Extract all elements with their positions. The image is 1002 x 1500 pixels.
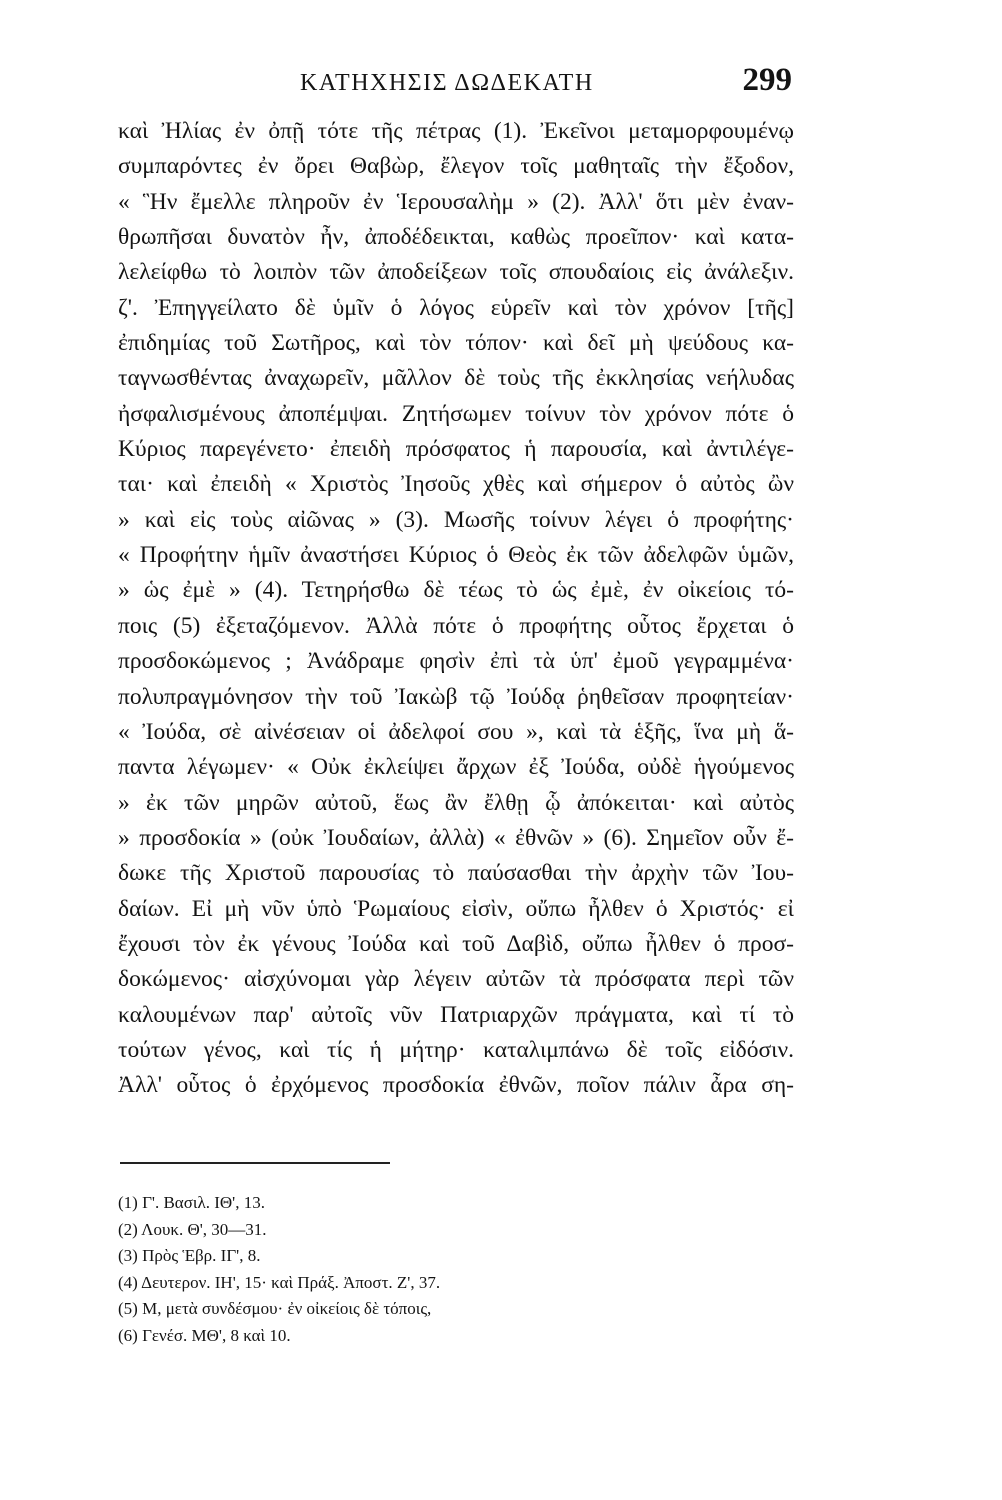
text-line: ἔχουσι τὸν ἐκ γένους Ἰούδα καὶ τοῦ Δαβὶδ, οὔπω ἦλθεν ὁ προσ- xyxy=(118,930,794,957)
text-line: παντα λέγωμεν· « Οὐκ ἐκλείψει ἄρχων ἐξ Ἰούδα, οὐδὲ ἡγούμενος xyxy=(118,754,794,781)
text-line: συμπαρόντες ἐν ὄρει Θαβὼρ, ἔλεγον τοῖς μαθηταῖς τὴν ἔξοδον, xyxy=(118,153,794,180)
text-line: « Ἣν ἔμελλε πληροῦν ἐν Ἱερουσαλὴμ » (2). Ἀλλ' ὅτι μὲν ἐναν- xyxy=(118,188,794,215)
text-line: ἐπιδημίας τοῦ Σωτῆρος, καὶ τὸν τόπον· καὶ δεῖ μὴ ψεύδους κα- xyxy=(118,330,794,357)
text-line: ται· καὶ ἐπειδὴ « Χριστὸς Ἰησοῦς χθὲς καὶ σήμερον ὁ αὐτὸς ὢν xyxy=(118,471,794,498)
text-line: ἠσφαλισμένους ἀποπέμψαι. Ζητήσωμεν τοίνυν τὸν χρόνον πότε ὁ xyxy=(118,400,794,427)
footnotes xyxy=(118,1190,678,1350)
text-line: Ἀλλ' οὗτος ὁ ἐρχόμενος προσδοκία ἐθνῶν, ποῖον πάλιν ἆρα ση- xyxy=(118,1072,794,1099)
footnote: (6) Γενέσ. ΜΘ', 8 καὶ 10. xyxy=(118,1325,291,1345)
body-text xyxy=(118,114,794,1104)
footnote: (5) Μ, μετὰ συνδέσμου· ἐν οἰκείοις δὲ τόποις, xyxy=(118,1299,432,1319)
text-line: δαίων. Εἰ μὴ νῦν ὑπὸ Ῥωμαίους εἰσὶν, οὔπω ἦλθεν ὁ Χριστός· εἰ xyxy=(118,895,794,922)
footnote: (2) Λουκ. Θ', 30—31. xyxy=(118,1219,267,1239)
running-title: ΚΑΤΗΧΗΣΙΣ ΔΩΔΕΚΑΤΗ xyxy=(300,70,594,96)
text-line: « Ἰούδα, σὲ αἰνέσειαν οἱ ἀδελφοί σου », καὶ τὰ ἑξῆς, ἵνα μὴ ἅ- xyxy=(118,718,794,745)
text-line: ταγνωσθέντας ἀναχωρεῖν, μᾶλλον δὲ τοὺς τῆς ἐκκλησίας νεήλυδας xyxy=(118,365,794,392)
footnote-rule xyxy=(120,1162,390,1164)
text-line: Κύριος παρεγένετο· ἐπειδὴ πρόσφατος ἡ παρουσία, καὶ ἀντιλέγε- xyxy=(118,436,794,463)
text-line: « Προφήτην ἡμῖν ἀναστήσει Κύριος ὁ Θεὸς ἐκ τῶν ἀδελφῶν ὑμῶν, xyxy=(118,542,794,569)
text-line: δοκώμενος· αἰσχύνομαι γὰρ λέγειν αὐτῶν τὰ πρόσφατα περὶ τῶν xyxy=(118,966,794,993)
text-line: προσδοκώμενος ; Ἀνάδραμε φησὶν ἐπὶ τὰ ὑπ' ἐμοῦ γεγραμμένα· xyxy=(118,648,794,675)
text-line: » καὶ εἰς τοὺς αἰῶνας » (3). Μωσῆς τοίνυν λέγει ὁ προφήτης· xyxy=(118,506,794,533)
text-line: λελείφθω τὸ λοιπὸν τῶν ἀποδείξεων τοῖς σπουδαίοις εἰς ἀνάλεξιν. xyxy=(118,259,794,286)
footnote: (1) Γ'. Βασιλ. ΙΘ', 13. xyxy=(118,1193,265,1212)
page-number: 299 xyxy=(742,62,792,98)
text-line: ζ'. Ἐπηγγείλατο δὲ ὑμῖν ὁ λόγος εὑρεῖν καὶ τὸν χρόνον [τῆς] xyxy=(118,294,794,321)
running-head xyxy=(118,62,794,102)
footnote: (4) Δευτερον. ΙΗ', 15· καὶ Πράξ. Ἀποστ. Ζ', 37. xyxy=(118,1272,441,1292)
text-line: ποις (5) ἐξεταζόμενον. Ἀλλὰ πότε ὁ προφήτης οὗτος ἔρχεται ὁ xyxy=(118,612,794,639)
footnote: (3) Πρὸς Ἑβρ. ΙΓ', 8. xyxy=(118,1246,261,1266)
text-line: καλουμένων παρ' αὐτοῖς νῦν Πατριαρχῶν πράγματα, καὶ τί τὸ xyxy=(118,1001,794,1028)
text-line: δωκε τῆς Χριστοῦ παρουσίας τὸ παύσασθαι τὴν ἀρχὴν τῶν Ἰου- xyxy=(118,860,794,887)
text-line: καὶ Ἠλίας ἐν ὀπῇ τότε τῆς πέτρας (1). Ἐκεῖνοι μεταμορφουμένῳ xyxy=(118,118,794,144)
text-line: » προσδοκία » (οὐκ Ἰουδαίων, ἀλλὰ) « ἐθνῶν » (6). Σημεῖον οὖν ἔ- xyxy=(118,824,794,851)
text-line: πολυπραγμόνησον τὴν τοῦ Ἰακὼβ τῷ Ἰούδᾳ ῥηθεῖσαν προφητείαν· xyxy=(118,683,794,710)
text-line: τούτων γένος, καὶ τίς ἡ μήτηρ· καταλιμπάνω δὲ τοῖς εἰδόσιν. xyxy=(118,1036,794,1063)
text-line: » ἐκ τῶν μηρῶν αὐτοῦ, ἕως ἂν ἔλθῃ ᾧ ἀπόκειται· καὶ αὐτὸς xyxy=(118,789,794,816)
text-line: » ὡς ἐμὲ » (4). Τετηρήσθω δὲ τέως τὸ ὡς ἐμὲ, ἐν οἰκείοις τό- xyxy=(118,577,794,604)
text-line: θρωπῆσαι δυνατὸν ἦν, ἀποδέδεικται, καθὼς προεῖπον· καὶ κατα- xyxy=(118,224,794,251)
